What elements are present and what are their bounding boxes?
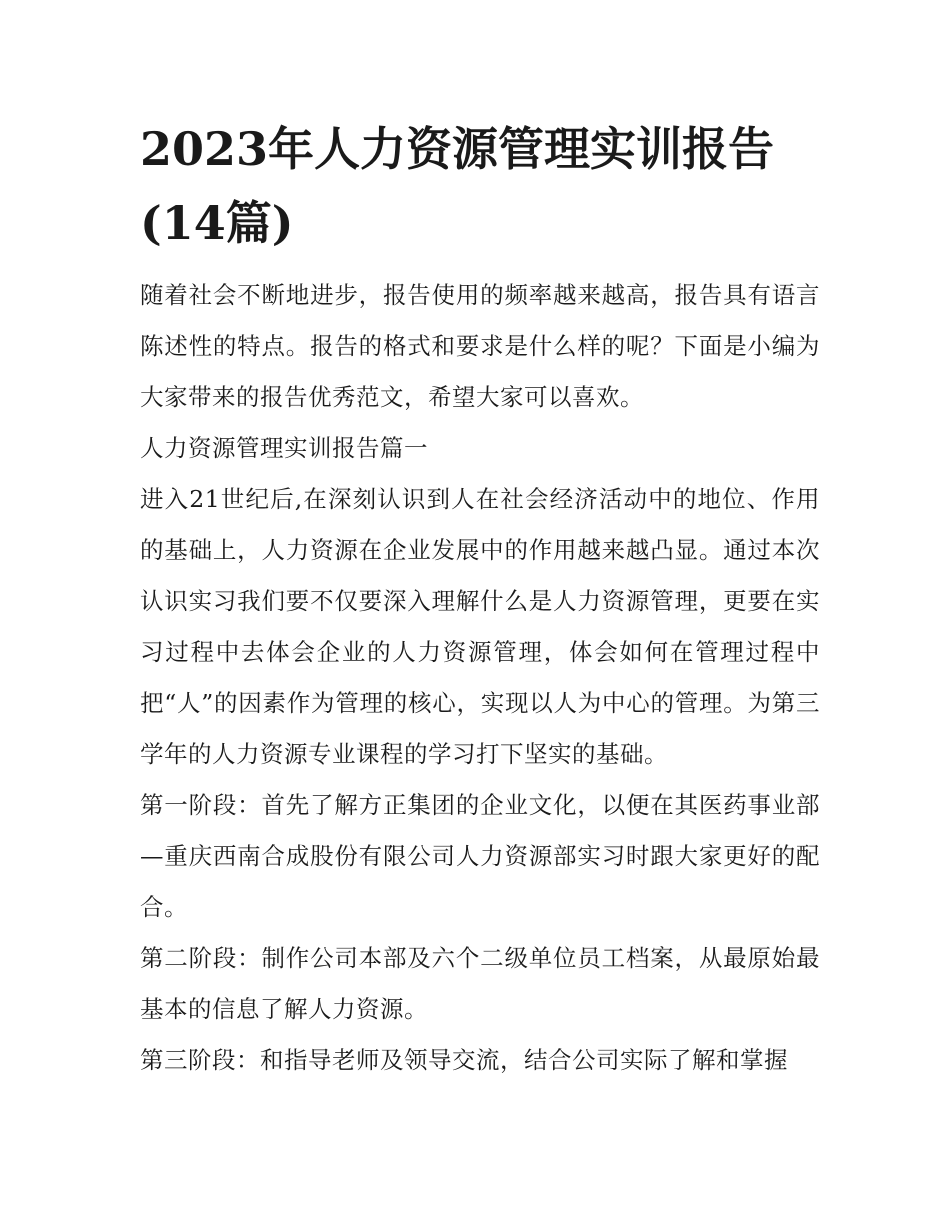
stage-three-paragraph: 第三阶段：和指导老师及领导交流，结合公司实际了解和掌握 — [140, 1046, 788, 1074]
document-title: 2023年人力资源管理实训报告(14篇) — [140, 122, 775, 250]
intro-paragraph: 随着社会不断地进步，报告使用的频率越来越高，报告具有语言陈述性的特点。报告的格式和要求是什么样的呢？下面是小编为大家带来的报告优秀范文，希望大家可以喜欢。 — [140, 281, 820, 411]
section-heading: 人力资源管理实训报告篇一 — [140, 434, 428, 462]
stage-one-paragraph: 第一阶段：首先了解方正集团的企业文化，以便在其医药事业部—重庆西南合成股份有限公司人力资源部实习时跟大家更好的配合。 — [140, 791, 820, 921]
stage-two-paragraph: 第二阶段：制作公司本部及六个二级单位员工档案，从最原始最基本的信息了解人力资源。 — [140, 944, 820, 1023]
body-paragraph: 进入21世纪后,在深刻认识到人在社会经济活动中的地位、作用的基础上，人力资源在企业发展中的作用越来越凸显。通过本次认识实习我们要不仅要深入理解什么是人力资源管理，更要在实习过程中去体会企业的人力资源管理，体会如何在管理过程中把“人”的因素作为管理的核心，实现以人为中心的管理。为第三学年的人力资源专业课程的学习打下坚实的基础。 — [140, 485, 820, 768]
document-page — [140, 112, 820, 1086]
